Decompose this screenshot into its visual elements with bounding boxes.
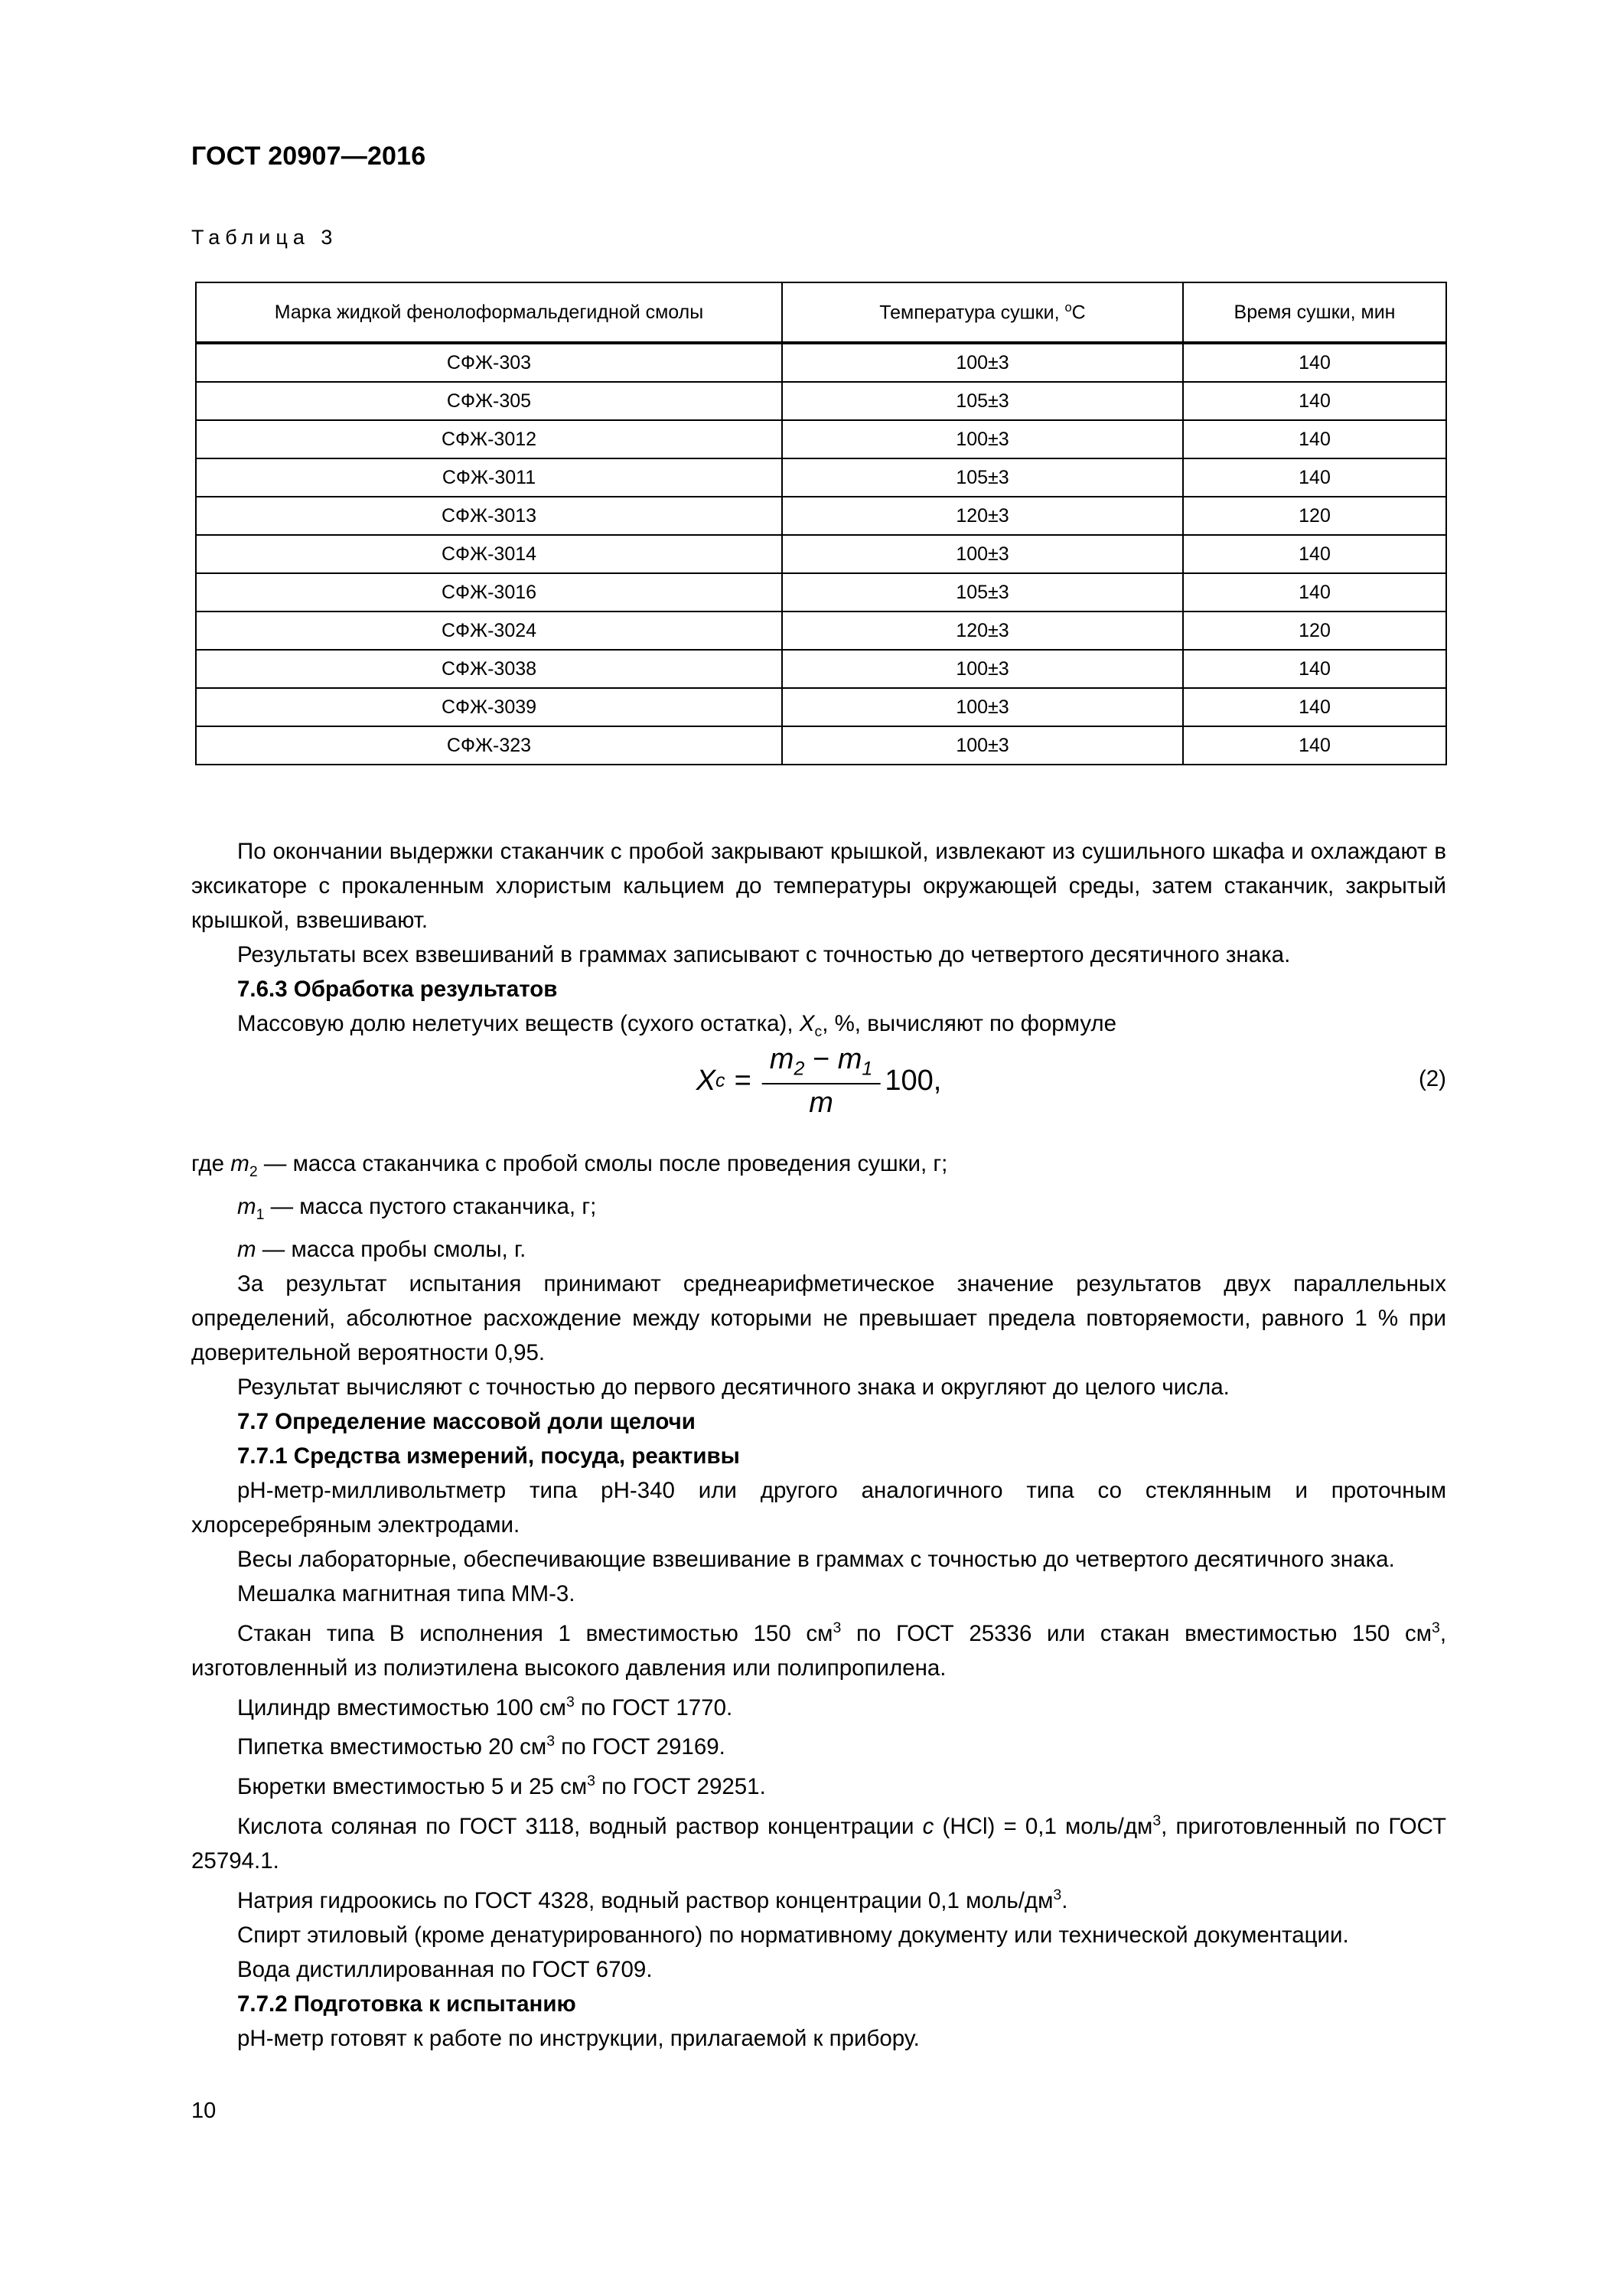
column-header-drying-temperature: [782, 282, 1183, 342]
table-row: [196, 573, 1446, 612]
paragraph-sodium-hydroxide: [191, 1878, 1446, 1918]
cell-drying-temperature: 120±3: [782, 497, 1183, 535]
table-row: [196, 344, 1446, 382]
formula-minus-sign: −: [812, 1043, 830, 1075]
definition-m2: [191, 1146, 1446, 1189]
column-header-brand: Марка жидкой фенолоформальдегидной смолы: [196, 282, 782, 342]
naoh-text-b: .: [1061, 1887, 1068, 1913]
paragraph-cylinder: [191, 1685, 1446, 1725]
heading-7-7: 7.7 Определение массовой доли щелочи: [237, 1408, 696, 1434]
burettes-sup: 3: [587, 1773, 595, 1790]
cell-drying-time: 140: [1183, 344, 1446, 382]
paragraph-beaker: [191, 1611, 1446, 1685]
beaker-text-b: по ГОСТ 25336 или стакан вместимостью 150 см: [841, 1620, 1432, 1646]
table-row: [196, 497, 1446, 535]
beaker-text-c: , изготовленный из полиэтилена высокого давления или полипропилена.: [191, 1620, 1447, 1681]
cell-drying-temperature: 105±3: [782, 458, 1183, 497]
paragraph-weighing-precision: Результаты всех взвешиваний в граммах записывают с точностью до четвертого десятичного знака.: [237, 942, 1291, 967]
beaker-sup-1: 3: [833, 1619, 842, 1636]
table-row: [196, 382, 1446, 420]
burettes-text-a: Бюретки вместимостью 5 и 25 см: [237, 1774, 588, 1800]
paragraph-cooling-procedure: По окончании выдержки стаканчик с пробой закрывают крышкой, извлекают из сушильного шкафа и охлаждают в эксикаторе с прокаленным хлористым кальцием до температуры окружающей среды, затем стаканчик, закрытый крышкой, взвешивают.: [191, 839, 1446, 933]
acid-sup: 3: [1152, 1812, 1162, 1830]
paragraph-ph-meter: pH-метр-милливольтметр типа pH-340 или другого аналогичного типа со стеклянным и проточным хлорсеребряным электродами.: [191, 1477, 1446, 1538]
definition-m: [191, 1232, 1446, 1267]
formula-expression: [696, 1043, 942, 1120]
formula-num-m1: m: [837, 1043, 862, 1075]
table-row: [196, 726, 1446, 765]
cell-brand: СФЖ-303: [196, 344, 782, 382]
table-row: [196, 688, 1446, 726]
table-caption: Таблица 3: [191, 226, 338, 249]
body-section-7-6-3: [191, 834, 1446, 1049]
definition-m2-text: — масса стаканчика с пробой смолы после проведения сушки, г;: [257, 1151, 948, 1176]
pipette-text-a: Пипетка вместимостью 20 см: [237, 1734, 547, 1760]
table-row: [196, 612, 1446, 650]
cell-brand: СФЖ-3016: [196, 573, 782, 612]
cell-drying-time: 140: [1183, 382, 1446, 420]
formula-lhs-variable: X: [696, 1065, 716, 1097]
acid-text-b: (HCl) = 0,1 моль/дм: [934, 1813, 1153, 1839]
definition-m1-text: — масса пустого стаканчика, г;: [264, 1193, 597, 1219]
cylinder-text-b: по ГОСТ 1770.: [574, 1694, 733, 1720]
cell-drying-temperature: 105±3: [782, 382, 1183, 420]
table-3-body: [196, 344, 1446, 765]
cell-drying-temperature: 100±3: [782, 535, 1183, 573]
cell-brand: СФЖ-305: [196, 382, 782, 420]
table-row: [196, 420, 1446, 458]
cell-drying-temperature: 100±3: [782, 726, 1183, 765]
cell-brand: СФЖ-3011: [196, 458, 782, 497]
burettes-text-b: по ГОСТ 29251.: [595, 1774, 766, 1800]
column-header-drying-temperature-label: Температура сушки,: [879, 302, 1065, 324]
definition-m1-subscript: 1: [256, 1205, 265, 1223]
acid-text-a: Кислота соляная по ГОСТ 3118, водный раствор концентрации: [237, 1813, 923, 1839]
degree-superscript: о: [1064, 300, 1072, 315]
formula-intro-variable: X: [799, 1011, 815, 1036]
cell-drying-time: 140: [1183, 650, 1446, 688]
formula-equals-sign: =: [734, 1065, 751, 1097]
table-row: [196, 535, 1446, 573]
acid-concentration-symbol: c: [922, 1813, 934, 1839]
cell-drying-time: 140: [1183, 573, 1446, 612]
cylinder-text-a: Цилиндр вместимостью 100 см: [237, 1694, 566, 1720]
cell-drying-time: 120: [1183, 612, 1446, 650]
pipette-text-b: по ГОСТ 29169.: [555, 1734, 725, 1760]
heading-7-7-2: 7.7.2 Подготовка к испытанию: [237, 1991, 576, 2017]
cell-drying-time: 140: [1183, 688, 1446, 726]
cell-brand: СФЖ-3014: [196, 535, 782, 573]
paragraph-lab-balance: Весы лабораторные, обеспечивающие взвешивание в граммах с точностью до четвертого десятичного знака.: [237, 1546, 1395, 1572]
table-row: [196, 458, 1446, 497]
table-3: [195, 282, 1447, 765]
cell-brand: СФЖ-3039: [196, 688, 782, 726]
cell-brand: СФЖ-3024: [196, 612, 782, 650]
cell-brand: СФЖ-3012: [196, 420, 782, 458]
pipette-sup: 3: [546, 1733, 556, 1750]
definition-m1: [191, 1189, 1446, 1232]
heading-7-6-3: 7.6.3 Обработка результатов: [237, 977, 558, 1002]
cell-drying-temperature: 100±3: [782, 344, 1183, 382]
cell-drying-temperature: 100±3: [782, 688, 1183, 726]
paragraph-hydrochloric-acid: [191, 1804, 1446, 1878]
formula-intro-suffix: , %, вычисляют по формуле: [822, 1011, 1117, 1036]
formula-intro-variable-subscript: c: [814, 1022, 823, 1040]
paragraph-ethanol: Спирт этиловый (кроме денатурированного) по нормативному документу или технической документации.: [237, 1922, 1349, 1948]
cell-brand: СФЖ-323: [196, 726, 782, 765]
celsius-letter: С: [1071, 302, 1086, 324]
acid-text-c: , приготовленный по ГОСТ 25794.1.: [191, 1813, 1446, 1874]
formula-fraction: [762, 1043, 881, 1120]
beaker-sup-2: 3: [1431, 1619, 1440, 1636]
paragraph-rounding: Результат вычисляют с точностью до первого десятичного знака и округляют до целого числа.: [237, 1374, 1230, 1400]
definition-m2-subscript: 2: [249, 1163, 258, 1180]
definition-m1-variable: m: [237, 1193, 256, 1219]
cell-drying-time: 140: [1183, 420, 1446, 458]
table-header-row: [196, 282, 1446, 342]
naoh-text-a: Натрия гидроокись по ГОСТ 4328, водный раствор концентрации 0,1 моль/дм: [237, 1887, 1054, 1913]
cell-drying-temperature: 120±3: [782, 612, 1183, 650]
beaker-text-a: Стакан типа В исполнения 1 вместимостью 150 см: [237, 1620, 833, 1646]
paragraph-ph-meter-prep: pH-метр готовят к работе по инструкции, прилагаемой к прибору.: [237, 2025, 920, 2051]
heading-7-7-1: 7.7.1 Средства измерений, посуда, реактивы: [237, 1443, 740, 1469]
paragraph-pipette: [191, 1724, 1446, 1764]
formula-block-2: [191, 1037, 1446, 1129]
formula-multiplier: 100,: [885, 1065, 942, 1097]
column-header-drying-time: Время сушки, мин: [1183, 282, 1446, 342]
formula-num-m2-subscript: 2: [794, 1058, 805, 1080]
naoh-sup: 3: [1053, 1886, 1062, 1903]
formula-denominator: m: [809, 1086, 833, 1119]
definition-m2-variable: m: [230, 1151, 249, 1176]
cell-drying-time: 140: [1183, 726, 1446, 765]
cell-brand: СФЖ-3013: [196, 497, 782, 535]
definition-m-variable: m: [237, 1236, 256, 1262]
formula-num-m2: m: [769, 1043, 794, 1075]
body-section-definitions: [191, 1146, 1446, 2056]
cell-drying-time: 140: [1183, 458, 1446, 497]
cell-drying-temperature: 105±3: [782, 573, 1183, 612]
cell-brand: СФЖ-3038: [196, 650, 782, 688]
paragraph-burettes: [191, 1764, 1446, 1804]
definition-m-text: — масса пробы смолы, г.: [256, 1236, 526, 1262]
definition-intro: где: [191, 1151, 231, 1176]
paragraph-distilled-water: Вода дистиллированная по ГОСТ 6709.: [237, 1956, 653, 1982]
table-3-head: [196, 282, 1446, 344]
cell-drying-time: 120: [1183, 497, 1446, 535]
formula-number-2: (2): [1418, 1066, 1446, 1091]
cylinder-sup: 3: [565, 1693, 575, 1711]
paragraph-magnetic-stirrer: Мешалка магнитная типа ММ-3.: [237, 1580, 575, 1606]
table-3-wrapper: [195, 282, 1445, 765]
formula-num-m1-subscript: 1: [862, 1058, 873, 1080]
cell-drying-time: 140: [1183, 535, 1446, 573]
cell-drying-temperature: 100±3: [782, 420, 1183, 458]
document-header-standard-code: ГОСТ 20907—2016: [191, 142, 426, 171]
cell-drying-temperature: 100±3: [782, 650, 1183, 688]
table-row: [196, 650, 1446, 688]
formula-numerator: [762, 1043, 881, 1084]
paragraph-repeatability: За результат испытания принимают среднеарифметическое значение результатов двух параллельных определений, абсолютное расхождение между которыми не превышает предела повторяемости, равного 1 % при доверительной вероятности 0,95.: [191, 1270, 1446, 1365]
formula-lhs-subscript: c: [715, 1070, 725, 1092]
formula-intro-prefix: Массовую долю нелетучих веществ (сухого остатка),: [237, 1011, 800, 1036]
page-number: 10: [191, 2099, 217, 2123]
